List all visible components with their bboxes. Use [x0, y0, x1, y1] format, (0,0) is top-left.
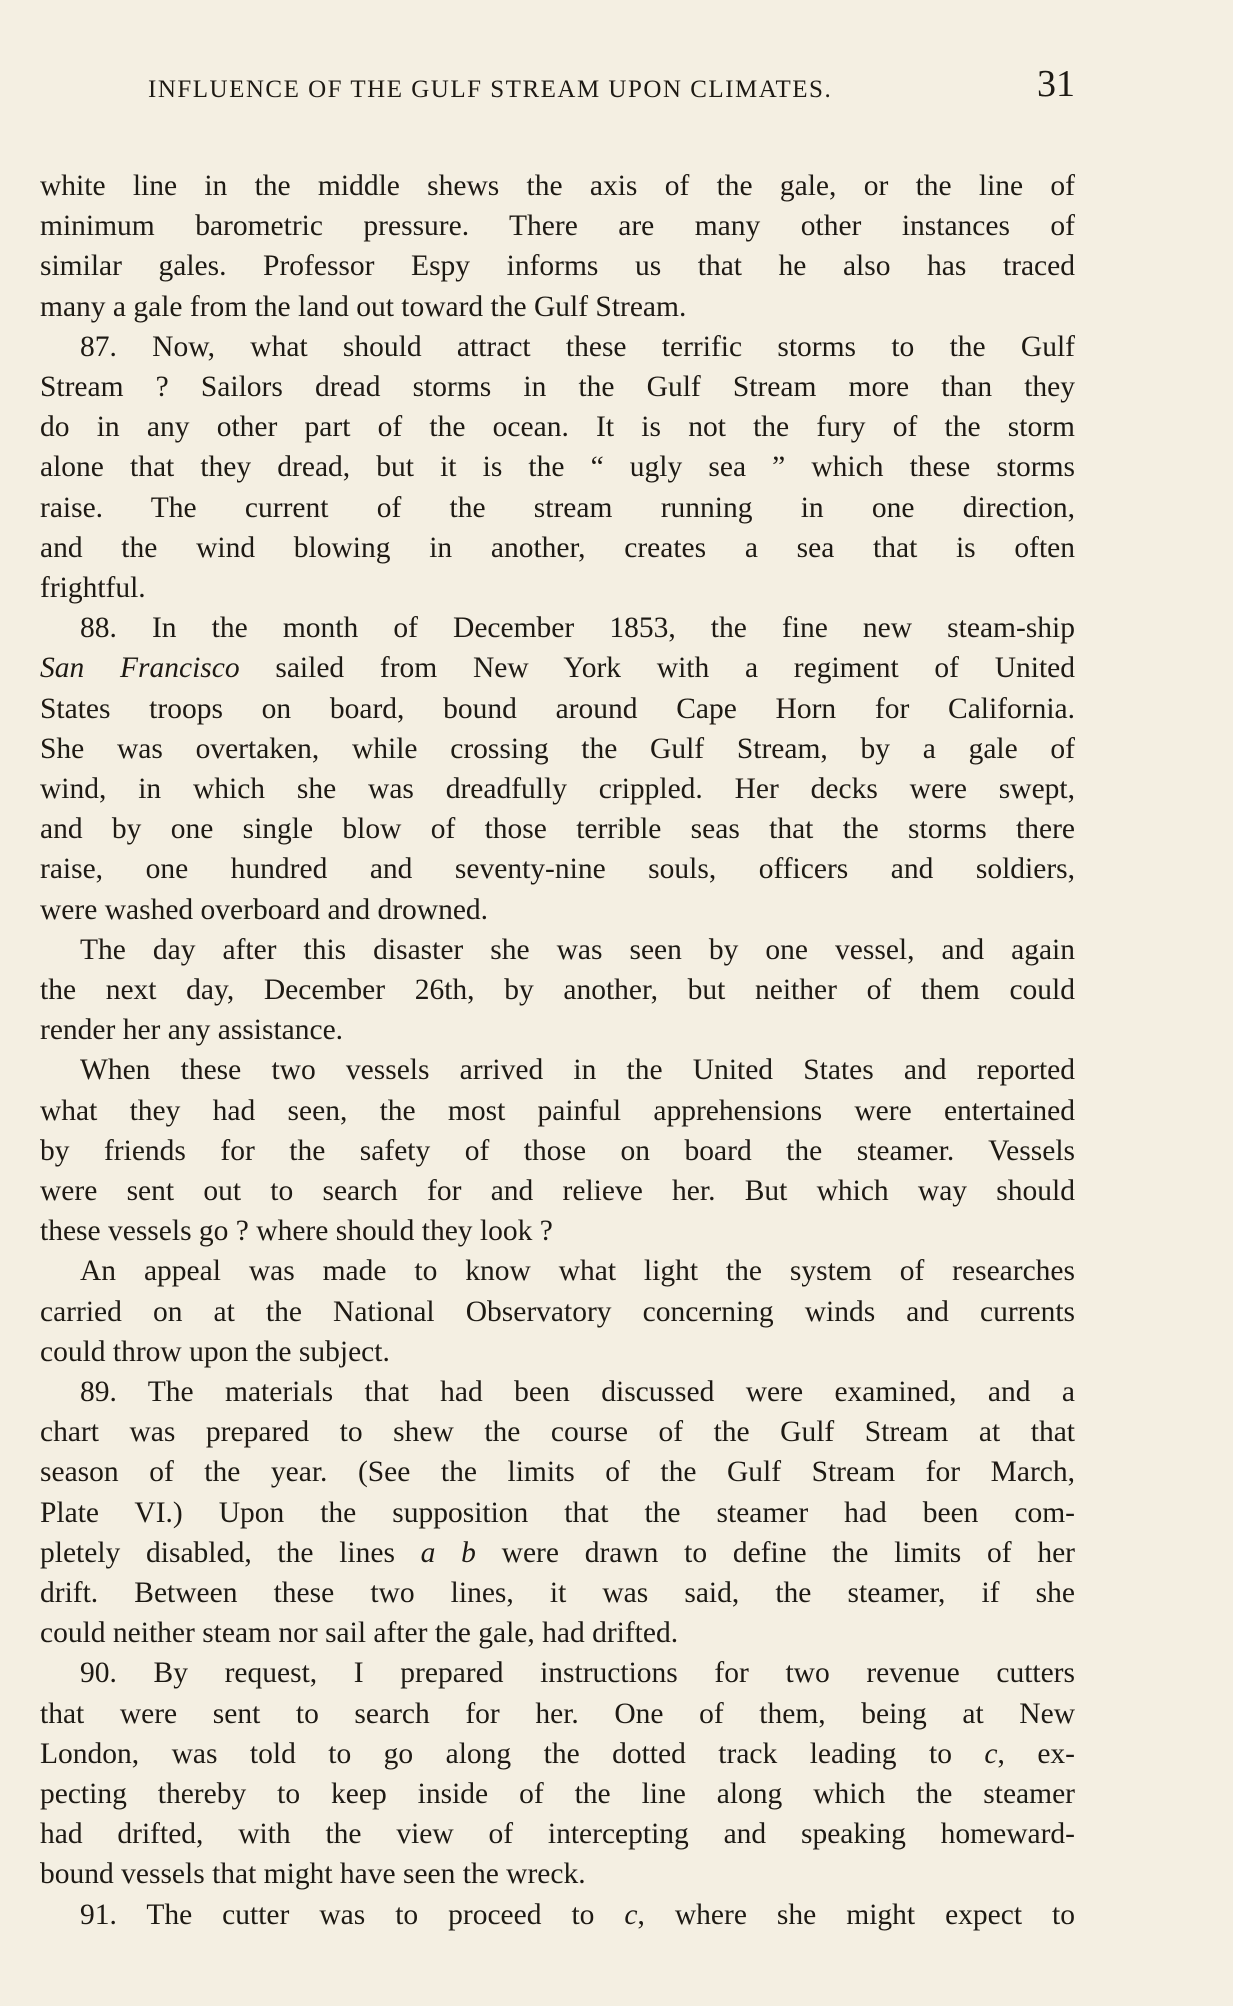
- text-line: [40, 1131, 1075, 1171]
- text-line: [40, 1332, 1075, 1372]
- text-line: [40, 1653, 1075, 1693]
- text-segment: do in any other part of the ocean. It is not the fury of the storm: [40, 411, 1075, 444]
- text-line: [40, 890, 1075, 930]
- text-line: [40, 287, 1075, 327]
- text-line: [40, 488, 1075, 528]
- text-line: [40, 970, 1075, 1010]
- text-line: [40, 1091, 1075, 1131]
- text-segment: alone that they dread, but it is the “ ugly sea ” which these storms: [40, 451, 1075, 484]
- text-segment: many a gale from the land out toward the Gulf Stream.: [40, 290, 687, 323]
- text-segment: raise. The current of the stream running in one direction,: [40, 491, 1075, 524]
- text-segment: could neither steam nor sail after the gale, had drifted.: [40, 1617, 679, 1650]
- text-line: [40, 1050, 1075, 1090]
- text-line: [40, 528, 1075, 568]
- text-segment: Plate VI.) Upon the supposition that the steamer had been com-: [40, 1496, 1075, 1529]
- text-segment: pecting thereby to keep inside of the line along which the steamer: [40, 1778, 1075, 1810]
- text-segment: wind, in which she was dreadfully crippled. Her decks were swept,: [40, 773, 1075, 805]
- text-segment: were washed overboard and drowned.: [40, 893, 489, 926]
- text-segment: She was overtaken, while crossing the Gulf Stream, by a gale of: [40, 732, 1075, 765]
- text-line: [40, 1292, 1075, 1332]
- text-line: [40, 367, 1075, 407]
- text-segment: were drawn to define the limits of her: [475, 1536, 1076, 1569]
- text-segment: raise, one hundred and seventy-nine souls, officers and soldiers,: [40, 853, 1075, 886]
- page-number: 31: [1037, 63, 1075, 105]
- text-segment: 90. By request, I prepared instructions for two revenue cutters: [80, 1657, 1075, 1690]
- text-line: [40, 1372, 1075, 1412]
- text-segment: by friends for the safety of those on board the steamer. Vessels: [40, 1134, 1075, 1167]
- italic-text: San Francisco: [40, 652, 240, 685]
- text-segment: States troops on board, bound around Cape Horn for California.: [40, 692, 1075, 725]
- text-segment: these vessels go ? where should they look ?: [40, 1215, 553, 1248]
- text-line: [40, 1010, 1075, 1050]
- text-line: [40, 930, 1075, 970]
- text-segment: white line in the middle shews the axis of the gale, or the line of: [40, 170, 1075, 202]
- text-segment: drift. Between these two lines, it was said, the steamer, if she: [40, 1577, 1075, 1609]
- text-segment: 88. In the month of December 1853, the fine new steam-ship: [80, 612, 1075, 645]
- text-segment: render her any assistance.: [40, 1014, 344, 1047]
- text-line: [40, 1814, 1075, 1854]
- text-segment: sailed from New York with a regiment of United: [239, 652, 1075, 685]
- text-line: [40, 608, 1075, 648]
- text-segment: bound vessels that might have seen the wreck.: [40, 1858, 586, 1891]
- text-line: [40, 568, 1075, 608]
- text-line: [40, 206, 1075, 246]
- text-segment: When these two vessels arrived in the United States and reported: [80, 1054, 1075, 1087]
- text-line: [40, 689, 1075, 729]
- text-line: [40, 1854, 1075, 1894]
- text-segment: chart was prepared to shew the course of the Gulf Stream at that: [40, 1416, 1075, 1449]
- text-line: [40, 648, 1075, 688]
- text-segment: and by one single blow of those terrible seas that the storms there: [40, 813, 1075, 846]
- text-line: [40, 246, 1075, 286]
- text-segment: minimum barometric pressure. There are many other instances of: [40, 210, 1075, 243]
- text-line: [40, 1412, 1075, 1452]
- text-segment: what they had seen, the most painful apprehensions were entertained: [40, 1094, 1075, 1127]
- text-line: [40, 1694, 1075, 1734]
- text-segment: 89. The materials that had been discussed were examined, and a: [80, 1376, 1075, 1408]
- text-line: [40, 327, 1075, 367]
- text-segment: that were sent to search for her. One of them, being at New: [40, 1697, 1075, 1730]
- text-line: [40, 1251, 1075, 1291]
- text-segment: 87. Now, what should attract these terrific storms to the Gulf: [80, 330, 1075, 363]
- text-line: [40, 849, 1075, 889]
- text-line: [40, 769, 1075, 809]
- text-segment: season of the year. (See the limits of the Gulf Stream for March,: [40, 1456, 1075, 1489]
- text-segment: An appeal was made to know what light the system of researches: [80, 1255, 1075, 1288]
- text-segment: , where she might expect to: [637, 1898, 1075, 1931]
- text-segment: similar gales. Professor Espy informs us that he also has traced: [40, 250, 1075, 283]
- text-line: [40, 1613, 1075, 1653]
- text-line: [40, 1734, 1075, 1774]
- text-line: [40, 1493, 1075, 1533]
- text-line: [40, 1171, 1075, 1211]
- text-segment: and the wind blowing in another, creates a sea that is often: [40, 531, 1075, 564]
- text-segment: Stream ? Sailors dread storms in the Gulf Stream more than they: [40, 371, 1075, 403]
- text-line: [40, 407, 1075, 447]
- text-segment: frightful.: [40, 572, 146, 604]
- text-line: [40, 1211, 1075, 1251]
- text-line: [40, 809, 1075, 849]
- text-line: [40, 1774, 1075, 1814]
- page-header: [140, 62, 1075, 112]
- text-segment: the next day, December 26th, by another, but neither of them could: [40, 974, 1075, 1006]
- text-line: [40, 1573, 1075, 1613]
- text-segment: , ex-: [997, 1737, 1075, 1770]
- italic-text: a b: [420, 1536, 476, 1569]
- text-line: [40, 1895, 1075, 1935]
- text-segment: had drifted, with the view of intercepting and speaking homeward-: [40, 1818, 1075, 1851]
- text-segment: pletely disabled, the lines: [40, 1536, 421, 1569]
- text-segment: The day after this disaster she was seen by one vessel, and again: [80, 933, 1075, 966]
- text-line: [40, 1452, 1075, 1492]
- running-head: INFLUENCE OF THE GULF STREAM UPON CLIMATES.: [148, 76, 833, 103]
- text-segment: were sent out to search for and relieve her. But which way should: [40, 1175, 1075, 1207]
- italic-text: c: [984, 1737, 998, 1770]
- text-segment: carried on at the National Observatory concerning winds and currents: [40, 1295, 1075, 1328]
- text-line: [40, 447, 1075, 487]
- text-segment: 91. The cutter was to proceed to: [80, 1898, 625, 1931]
- text-segment: could throw upon the subject.: [40, 1335, 390, 1368]
- italic-text: c: [624, 1898, 638, 1931]
- text-line: [40, 1533, 1075, 1573]
- text-segment: London, was told to go along the dotted track leading to: [40, 1737, 985, 1770]
- text-line: [40, 729, 1075, 769]
- text-line: [40, 166, 1075, 206]
